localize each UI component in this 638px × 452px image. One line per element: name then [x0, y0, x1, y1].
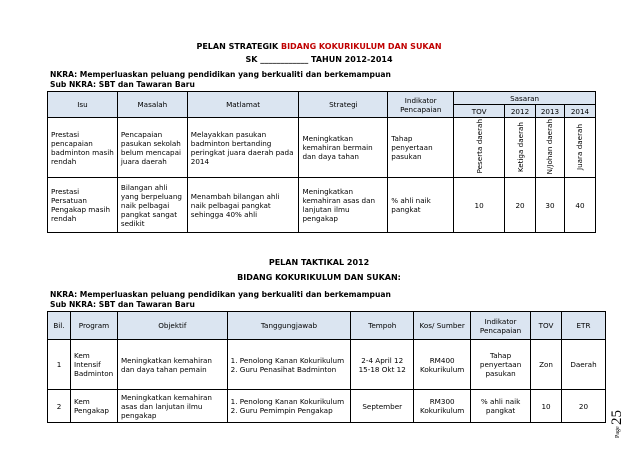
cell-kos	[414, 340, 471, 390]
strategic-subtitle: SK ____________ TAHUN 2012-2014	[245, 55, 393, 64]
tempoh-line-1: 2-4 April 12	[361, 355, 404, 365]
header-isu: Isu	[48, 92, 118, 118]
header-indikator: Indikator Pencapaian	[471, 312, 531, 340]
cell-subheader-1	[454, 118, 505, 178]
header-2013: 2013	[536, 105, 565, 118]
tactical-sub-nkra: Sub NKRA: SBT dan Tawaran Baru	[50, 300, 195, 309]
tanggungjawab-line-1: 1. Penolong Kanan Kokurikulum	[230, 397, 345, 406]
cell-tov: Zon	[531, 340, 562, 390]
kos-amount: RM400	[429, 355, 455, 365]
cell-strategi: Meningkatkan kemahiran asas dan lanjutan ilmu pengakap	[299, 178, 388, 233]
cell-matlamat: Menambah bilangan ahli naik pelbagai pangkat sehingga 40% ahli	[187, 178, 299, 233]
cell-subheader-4	[564, 118, 595, 178]
header-sasaran: Sasaran	[454, 92, 596, 105]
table-row	[48, 390, 606, 423]
header-indikator: Indikator Pencapaian	[388, 92, 454, 118]
cell-indikator: % ahli naik pangkat	[471, 390, 531, 423]
cell-subheader-3	[536, 118, 565, 178]
tanggungjawab-line-2: 2. Guru Penasihat Badminton	[230, 364, 337, 374]
header-tov: TOV	[531, 312, 562, 340]
tempoh-line-2: 15-18 Okt 12	[358, 364, 406, 374]
cell-bil: 1	[48, 340, 71, 390]
header-matlamat: Matlamat	[187, 92, 299, 118]
cell-2012: 20	[505, 178, 536, 233]
cell-masalah: Pencapaian pasukan sekolah belum mencapai juara daerah	[117, 118, 187, 178]
cell-program: Kem Intensif Badminton	[70, 340, 117, 390]
table-row	[48, 178, 596, 233]
header-tov: TOV	[454, 105, 505, 118]
header-program: Program	[70, 312, 117, 340]
kos-source: Kokurikulum	[420, 406, 465, 415]
header-2012: 2012	[505, 105, 536, 118]
cell-masalah: Bilangan ahli yang berpeluang naik pelbagai pangkat sangat sedikit	[117, 178, 187, 233]
page-number	[605, 395, 625, 440]
strategic-title	[0, 42, 638, 51]
header-etr: ETR	[561, 312, 605, 340]
tactical-nkra: NKRA: Memperluaskan peluang pendidikan yang berkualiti dan berkemampuan	[50, 290, 391, 299]
header-bil: Bil.	[48, 312, 71, 340]
cell-2013: 30	[536, 178, 565, 233]
strategic-nkra: NKRA: Memperluaskan peluang pendidikan yang berkualiti dan berkemampuan	[50, 70, 391, 79]
table-row	[48, 118, 596, 178]
cell-etr: 20	[561, 390, 605, 423]
cell-matlamat: Melayakkan pasukan badminton bertanding peringkat juara daerah pada 2014	[187, 118, 299, 178]
cell-tanggungjawab	[227, 340, 351, 390]
tactical-table	[47, 311, 606, 423]
cell-isu: Prestasi Persatuan Pengakap masih rendah	[48, 178, 118, 233]
cell-tov: 10	[454, 178, 505, 233]
cell-objektif: Meningkatkan kemahiran asas dan lanjutan ilmu pengakap	[117, 390, 227, 423]
cell-tempoh: September	[351, 390, 414, 423]
subheader-juara: Juara daerah	[575, 123, 585, 170]
cell-indikator: Tahap penyertaan pasukan	[388, 118, 454, 178]
strategic-title-main: PELAN STRATEGIK	[196, 42, 281, 51]
subheader-peserta: Peserta daerah	[474, 119, 484, 174]
header-tanggungjawab: Tanggungjawab	[227, 312, 351, 340]
kos-source: Kokurikulum	[420, 364, 465, 374]
table-row	[48, 340, 606, 390]
tactical-subtitle: BIDANG KOKURIKULUM DAN SUKAN:	[237, 273, 401, 282]
cell-strategi: Meningkatkan kemahiran bermain dan daya tahan	[299, 118, 388, 178]
page-label: Page	[615, 426, 621, 438]
header-kos: Kos/ Sumber	[414, 312, 471, 340]
cell-tanggungjawab	[227, 390, 351, 423]
page-number-value: 25	[609, 410, 625, 425]
strategic-table	[47, 91, 596, 233]
subheader-njohan: N/Johan daerah	[545, 119, 555, 175]
cell-subheader-2	[505, 118, 536, 178]
cell-objektif: Meningkatkan kemahiran dan daya tahan pemain	[117, 340, 227, 390]
header-strategi: Strategi	[299, 92, 388, 118]
cell-tempoh	[351, 340, 414, 390]
cell-isu: Prestasi pencapaian badminton masih rendah	[48, 118, 118, 178]
cell-indikator: Tahap penyertaan pasukan	[471, 340, 531, 390]
tanggungjawab-line-1: 1. Penolong Kanan Kokurikulum	[230, 355, 345, 365]
strategic-sub-nkra: Sub NKRA: SBT dan Tawaran Baru	[50, 80, 195, 89]
header-masalah: Masalah	[117, 92, 187, 118]
cell-program: Kem Pengakap	[70, 390, 117, 423]
subheader-ketiga: Ketiga daerah	[515, 121, 525, 172]
strategic-title-highlight: BIDANG KOKURIKULUM DAN SUKAN	[280, 42, 442, 51]
cell-etr: Daerah	[561, 340, 605, 390]
cell-kos	[414, 390, 471, 423]
header-2014: 2014	[564, 105, 595, 118]
header-objektif: Objektif	[117, 312, 227, 340]
header-tempoh: Tempoh	[351, 312, 414, 340]
cell-tov: 10	[531, 390, 562, 423]
tactical-title: PELAN TAKTIKAL 2012	[268, 258, 370, 267]
kos-amount: RM300	[429, 397, 455, 406]
cell-indikator: % ahli naik pangkat	[388, 178, 454, 233]
cell-2014: 40	[564, 178, 595, 233]
cell-bil: 2	[48, 390, 71, 423]
tanggungjawab-line-2: 2. Guru Pemimpin Pengakap	[230, 406, 333, 415]
